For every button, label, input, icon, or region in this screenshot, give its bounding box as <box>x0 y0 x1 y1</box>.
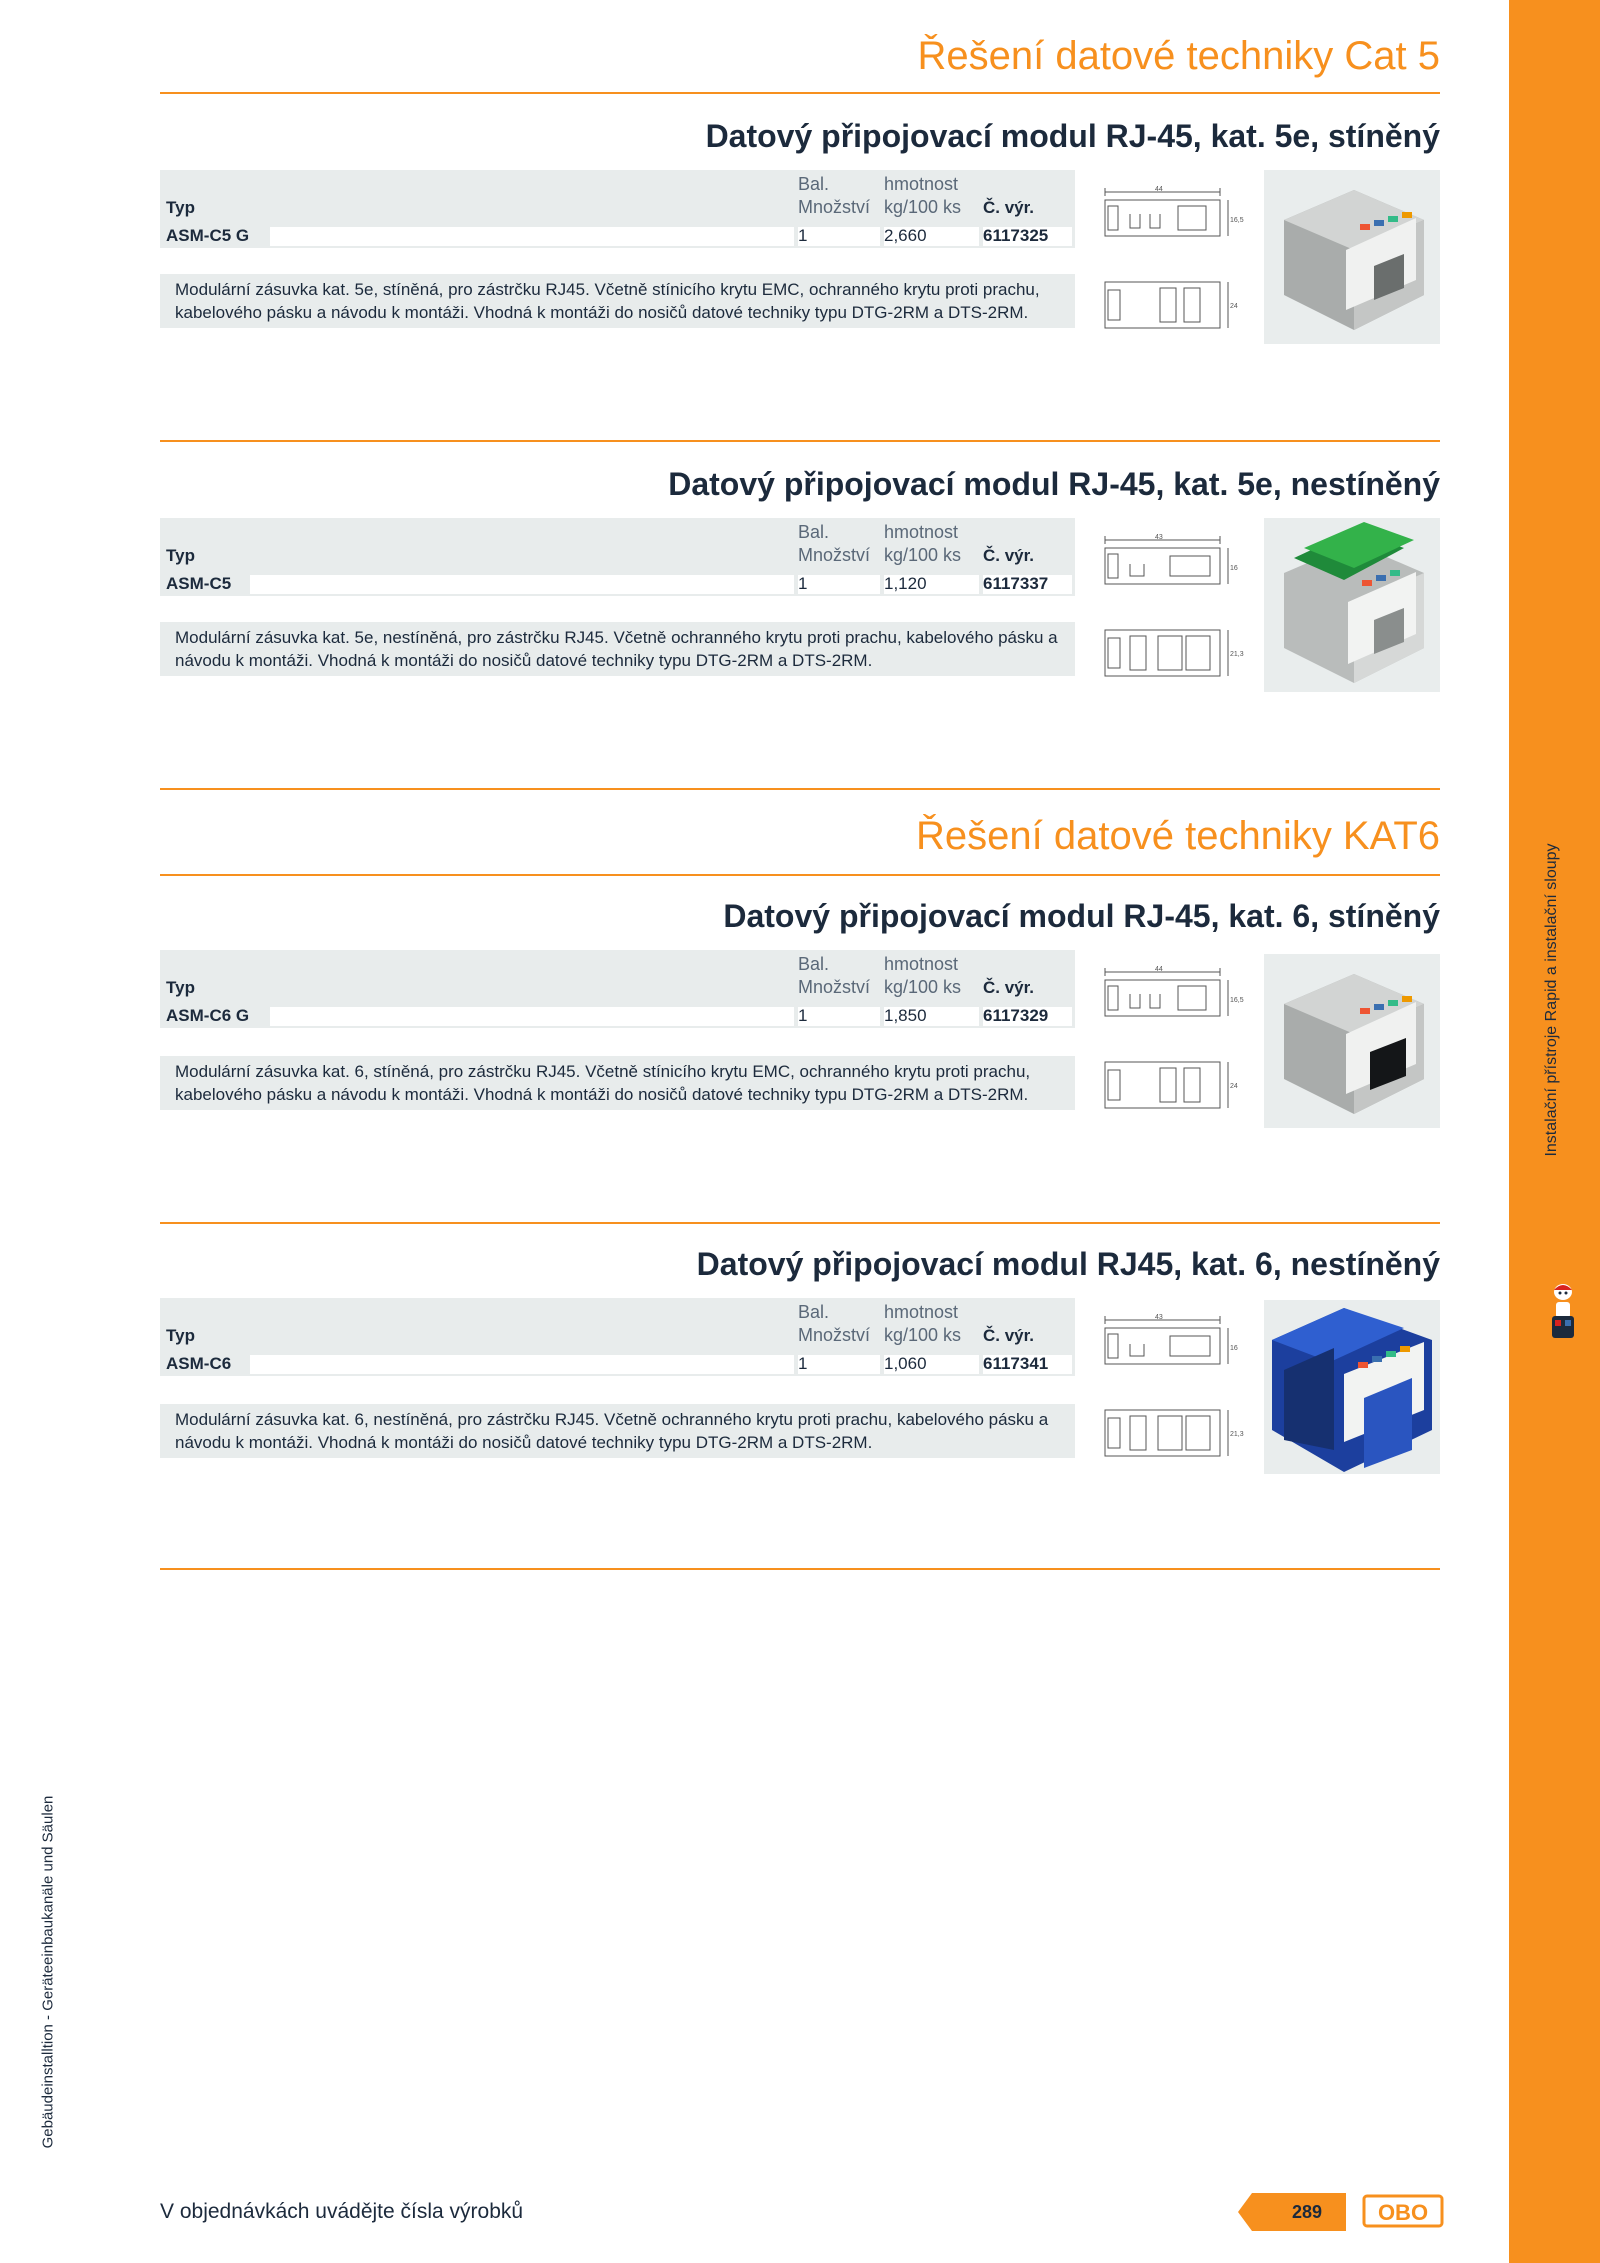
divider <box>160 874 1440 876</box>
page-number: 289 <box>1291 2202 1323 2222</box>
divider <box>160 1568 1440 1570</box>
dim-height: 16 <box>1230 565 1238 572</box>
dim-width: 43 <box>1155 1314 1163 1321</box>
dim-depth: 21,3 <box>1230 1431 1244 1438</box>
dim-depth: 24 <box>1230 303 1238 310</box>
product-description: Modulární zásuvka kat. 6, stíněná, pro zástrčku RJ45. Včetně stínicího krytu EMC, ochranného krytu proti prachu, kabelového pásku a návodu k montáži. Vhodná k montáži do nosičů datové techniky typu DTG-2RM a DTS-2RM. <box>160 1056 1075 1110</box>
product-description: Modulární zásuvka kat. 6, nestíněná, pro zástrčku RJ45. Včetně ochranného krytu proti prachu, kabelového pásku a návodu k montáži. Vhodná k montáži do nosičů datové techniky typu DTG-2RM a DTS-2RM. <box>160 1404 1075 1458</box>
section-title-cat5: Řešení datové techniky Cat 5 <box>917 34 1440 78</box>
product-description: Modulární zásuvka kat. 5e, stíněná, pro zástrčku RJ45. Včetně stínicího krytu EMC, ochranného krytu proti prachu, kabelového pásku a návodu k montáži. Vhodná k montáži do nosičů datové techniky typu DTG-2RM a DTS-2RM. <box>160 274 1075 328</box>
dim-height: 16,5 <box>1230 997 1244 1004</box>
header-cislo: Č. výr. <box>983 1326 1035 1345</box>
header-bal: Bal. <box>798 174 830 194</box>
header-mnozstvi: Množství <box>798 977 871 997</box>
cell-qty: 1 <box>798 226 808 245</box>
cell-weight: 1,850 <box>884 1006 927 1025</box>
cell-article: 6117337 <box>983 574 1049 593</box>
cell-article: 6117325 <box>983 226 1049 245</box>
product-table <box>160 518 1075 596</box>
header-typ: Typ <box>166 198 195 217</box>
technical-drawing <box>1100 186 1244 346</box>
product-title: Datový připojovací modul RJ45, kat. 6, nestíněný <box>696 1246 1440 1282</box>
product-title: Datový připojovací modul RJ-45, kat. 5e, stíněný <box>705 118 1440 154</box>
cell-article: 6117329 <box>983 1006 1049 1025</box>
side-tab-label: Instalační přístroje Rapid a instalační sloupy <box>1543 843 1560 1157</box>
header-hmotnost: hmotnost <box>884 174 959 194</box>
header-kg: kg/100 ks <box>884 545 962 565</box>
header-mnozstvi: Množství <box>798 197 871 217</box>
header-kg: kg/100 ks <box>884 1325 962 1345</box>
header-cislo: Č. výr. <box>983 198 1035 217</box>
cell-typ: ASM-C5 <box>166 574 232 593</box>
cell-weight: 1,060 <box>884 1354 927 1373</box>
header-typ: Typ <box>166 978 195 997</box>
left-vertical-caption: Gebäudeinstalltion - Geräteeinbaukanäle und Säulen <box>39 1795 57 2149</box>
header-kg: kg/100 ks <box>884 977 962 997</box>
divider <box>160 92 1440 94</box>
header-hmotnost: hmotnost <box>884 522 959 542</box>
dim-height: 16,5 <box>1230 217 1244 224</box>
product-table <box>160 1298 1075 1376</box>
cell-typ: ASM-C6 <box>166 1354 232 1373</box>
divider <box>160 1222 1440 1224</box>
product-table <box>160 950 1075 1028</box>
cell-typ: ASM-C6 G <box>166 1006 250 1025</box>
header-bal: Bal. <box>798 954 830 974</box>
obo-logo <box>1364 2192 1442 2230</box>
product-photo <box>1264 1300 1440 1474</box>
header-hmotnost: hmotnost <box>884 1302 959 1322</box>
cell-weight: 1,120 <box>884 574 927 593</box>
cell-typ: ASM-C5 G <box>166 226 250 245</box>
technical-drawing <box>1100 966 1244 1126</box>
dim-depth: 24 <box>1230 1083 1238 1090</box>
header-mnozstvi: Množství <box>798 1325 871 1345</box>
dim-height: 16 <box>1230 1345 1238 1352</box>
header-cislo: Č. výr. <box>983 978 1035 997</box>
mascot-icon <box>1546 1278 1580 1348</box>
cell-qty: 1 <box>798 574 808 593</box>
page-number-badge <box>1238 2193 1346 2231</box>
product-title: Datový připojovací modul RJ-45, kat. 5e, nestíněný <box>668 466 1440 502</box>
dim-depth: 21,3 <box>1230 651 1244 658</box>
technical-drawing <box>1100 1314 1244 1474</box>
divider <box>160 440 1440 442</box>
header-hmotnost: hmotnost <box>884 954 959 974</box>
product-photo <box>1264 170 1440 344</box>
header-bal: Bal. <box>798 522 830 542</box>
product-photo <box>1264 518 1440 692</box>
header-mnozstvi: Množství <box>798 545 871 565</box>
product-title: Datový připojovací modul RJ-45, kat. 6, stíněný <box>723 898 1440 934</box>
cell-qty: 1 <box>798 1354 808 1373</box>
technical-drawing <box>1100 534 1244 694</box>
cell-article: 6117341 <box>983 1354 1049 1373</box>
logo-text: OBO <box>1377 2200 1429 2225</box>
footer-note: V objednávkách uvádějte čísla výrobků <box>160 2200 524 2223</box>
header-kg: kg/100 ks <box>884 197 962 217</box>
dim-width: 43 <box>1155 534 1163 541</box>
dim-width: 44 <box>1155 186 1163 193</box>
header-bal: Bal. <box>798 1302 830 1322</box>
header-typ: Typ <box>166 1326 195 1345</box>
product-table <box>160 170 1075 248</box>
header-typ: Typ <box>166 546 195 565</box>
product-photo <box>1264 954 1440 1128</box>
section-title-kat6: Řešení datové techniky KAT6 <box>916 814 1440 858</box>
cell-weight: 2,660 <box>884 226 927 245</box>
divider <box>160 788 1440 790</box>
cell-qty: 1 <box>798 1006 808 1025</box>
dim-width: 44 <box>1155 966 1163 973</box>
product-description: Modulární zásuvka kat. 5e, nestíněná, pro zástrčku RJ45. Včetně ochranného krytu proti prachu, kabelového pásku a návodu k montáži. Vhodná k montáži do nosičů datové techniky typu DTG-2RM a DTS-2RM. <box>160 622 1075 676</box>
header-cislo: Č. výr. <box>983 546 1035 565</box>
